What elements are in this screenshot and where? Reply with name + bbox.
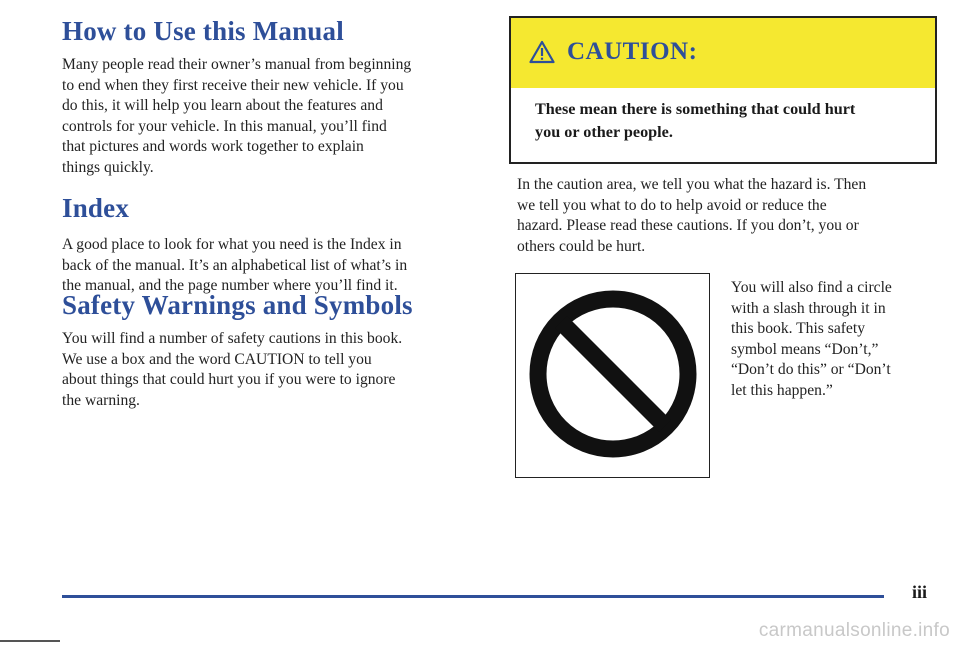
page-number: iii	[912, 582, 928, 602]
text-line: others could be hurt.	[517, 237, 646, 255]
prohibition-icon	[516, 274, 711, 479]
text-line: the manual, and the page number where you’ll find it.	[62, 277, 398, 295]
text-line: about things that could hurt you if you were to ignore	[62, 371, 396, 389]
heading-how-to-use: How to Use this Manual	[62, 16, 344, 46]
text-line: let this happen.”	[731, 381, 833, 399]
footer-rule	[62, 595, 884, 598]
watermark-text: carmanualsonline.info	[758, 620, 950, 641]
text-line: You will find a number of safety cautions in this book.	[62, 330, 403, 347]
caution-title	[529, 38, 697, 66]
text-line: do this, it will help you learn about the features and	[62, 97, 383, 115]
text-line: that pictures and words work together to explain	[62, 138, 364, 156]
warning-triangle-icon	[529, 40, 555, 64]
paragraph-index	[62, 235, 477, 297]
caution-label: CAUTION:	[567, 38, 698, 65]
text-line: symbol means “Don’t,”	[731, 340, 879, 358]
paragraph-safety-symbol	[731, 278, 941, 402]
bottom-edge-mark	[0, 640, 60, 642]
text-line: controls for your vehicle. In this manual, you’ll find	[62, 117, 387, 135]
text-line: things quickly.	[62, 158, 154, 176]
safety-symbol-box	[515, 273, 710, 478]
text-line: you or other people.	[535, 123, 673, 141]
text-line: hazard. Please read these cautions. If you don’t, you or	[517, 217, 859, 235]
text-line: A good place to look for what you need is the Index in	[62, 236, 402, 253]
paragraph-safety-warnings	[62, 329, 477, 411]
text-line: “Don’t do this” or “Don’t	[731, 361, 891, 379]
text-line: We use a box and the word CAUTION to tell you	[62, 350, 372, 368]
text-line: You will also find a circle	[731, 279, 892, 296]
text-line: with a slash through it in	[731, 299, 886, 317]
text-line: to end when they first receive their new vehicle. If you	[62, 76, 404, 94]
caution-body	[535, 98, 920, 144]
heading-index: Index	[62, 193, 130, 223]
heading-safety-warnings: Safety Warnings and Symbols	[62, 290, 413, 320]
text-line: In the caution area, we tell you what the hazard is. Then	[517, 176, 867, 193]
caution-box	[509, 16, 937, 164]
text-line: back of the manual. It’s an alphabetical list of what’s in	[62, 256, 408, 274]
text-line: These mean there is something that could hurt	[535, 100, 856, 118]
text-line: this book. This safety	[731, 320, 865, 338]
paragraph-how-to-use	[62, 55, 477, 179]
paragraph-caution-area	[517, 175, 942, 257]
text-line: we tell you what to do to help avoid or reduce the	[517, 196, 827, 214]
text-line: the warning.	[62, 391, 140, 409]
text-line: Many people read their owner’s manual from beginning	[62, 56, 412, 73]
